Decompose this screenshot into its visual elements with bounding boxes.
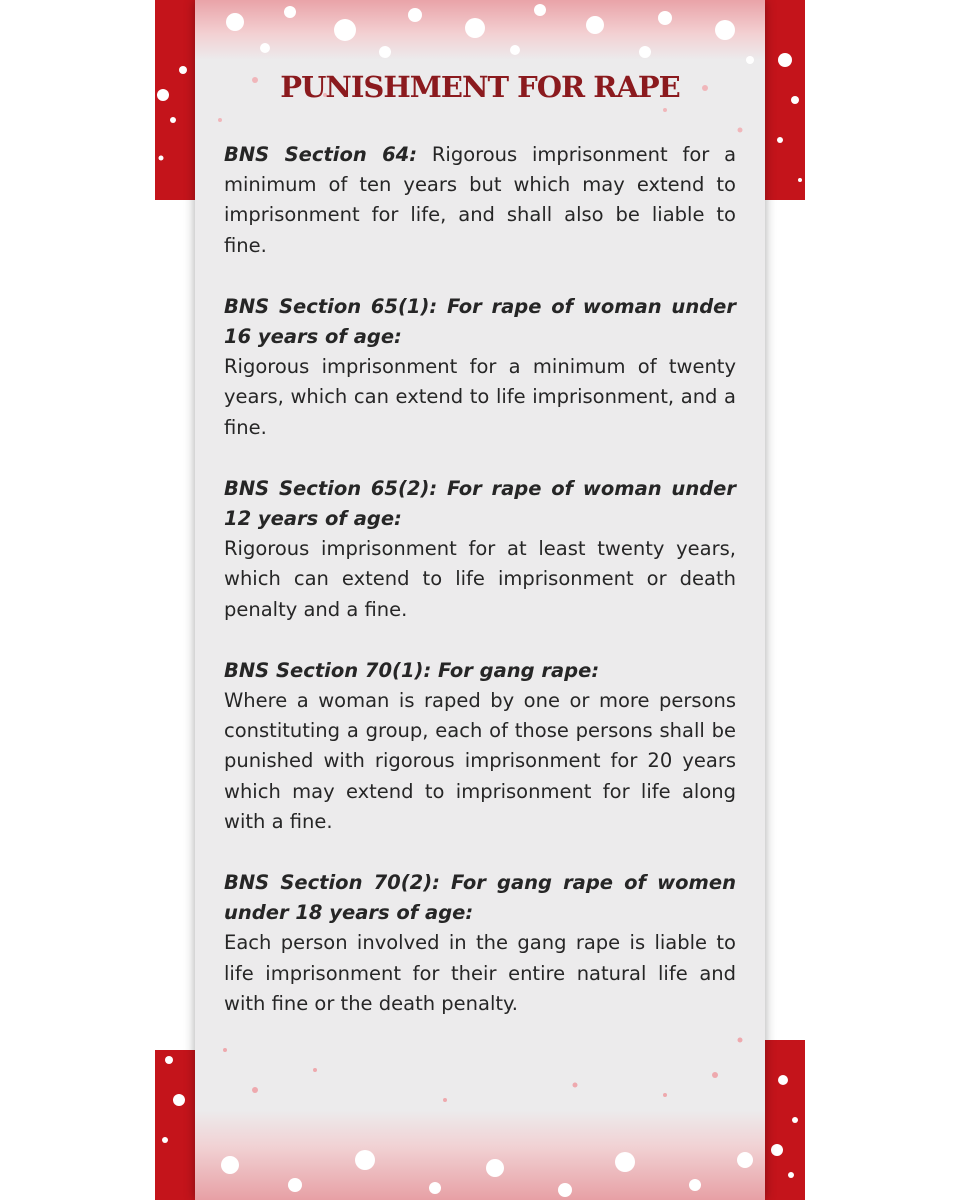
section-heading: BNS Section 65(2): For rape of woman under 12 years of age: — [224, 476, 736, 531]
page-title: PUNISHMENT FOR RAPE — [280, 70, 680, 104]
section-heading: BNS Section 70(1): For gang rape: — [224, 658, 600, 682]
section-body: Where a woman is raped by one or more persons constituting a group, each of those persons shall be punished with rigorous imprisonment for 20 years which may extend to imprisonment for life along with a fine. — [224, 689, 736, 833]
section-body: Rigorous imprisonment for at least twenty years, which can extend to life imprisonment or death penalty and a fine. — [224, 537, 736, 621]
content-card — [195, 0, 765, 1200]
section-heading: BNS Section 65(1): For rape of woman under 16 years of age: — [224, 294, 736, 349]
section-70-1 — [224, 656, 736, 837]
section-heading: BNS Section 64: — [224, 143, 418, 166]
section-body: Rigorous imprisonment for a minimum of twenty years, which can extend to life imprisonment, and a fine. — [224, 355, 736, 439]
section-body: Each person involved in the gang rape is liable to life imprisonment for their entire natural life and with fine or the death penalty. — [224, 931, 736, 1015]
sections-list — [224, 140, 736, 1050]
section-64 — [224, 140, 736, 261]
section-70-2 — [224, 868, 736, 1019]
section-65-1 — [224, 292, 736, 443]
section-body: Rigorous imprisonment for a minimum of ten years but which may extend to imprisonment for life, and shall also be liable to fine. — [224, 143, 737, 257]
poster — [155, 0, 805, 1200]
section-heading: BNS Section 70(2): For gang rape of women under 18 years of age: — [224, 871, 736, 925]
section-65-2 — [224, 474, 736, 625]
